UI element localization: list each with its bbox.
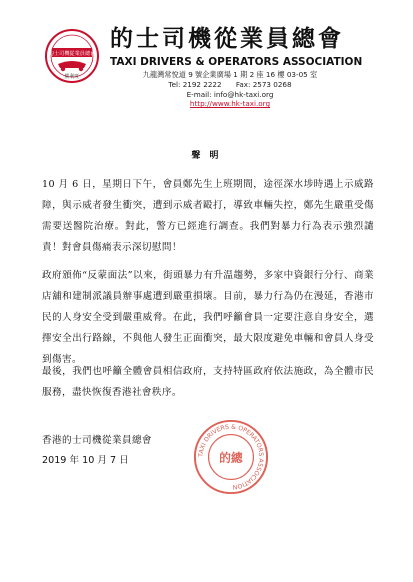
svg-text:TAXI DRIVERS & OPERATORS ASSOC: TAXI DRIVERS & OPERATORS ASSOCIATION (197, 423, 265, 491)
org-address: 九龍灣常悅道 9 號企業廣場 1 期 2 座 16 樓 03-05 室 (142, 70, 318, 79)
svg-text:勝利旺: 勝利旺 (64, 74, 80, 80)
org-name-en: TAXI DRIVERS & OPERATORS ASSOCIATION (110, 56, 363, 68)
fax-number: Fax: 2573 0268 (235, 80, 292, 89)
org-name-zh: 的士司機從業員總會 (110, 25, 344, 52)
statement-paragraph-2: 政府頒佈“反蒙面法”以來，街頭暴力有升温趨勢，多家中資銀行分行、商業店舖和建制派議員辦事處遭到嚴重損壞。目前，暴力行為仍在漫延，香港市民的人身安全受到嚴重威脅。在此，我們呼籲會員一定要注意自身安全，選擇安全出行路線，不與他人發生正面衝突，最大限度避免車輛和會員人身受到傷害。 (42, 270, 374, 365)
document-heading: 聲 明 (191, 151, 222, 161)
contact-phone-fax (120, 80, 340, 89)
tel-number: Tel: 2192 2222 (168, 80, 222, 89)
statement-paragraph-1: 10 月 6 日，星期日下午，會員鄭先生上班期間，途徑深水埗時遇上示威路障，與示威者發生衝突，遭到示威者毆打，導致車輛失控，鄭先生嚴重受傷需要送醫院治療。對此，警方已經進行調查。我們對暴力行為表示強烈譴責！對會員傷痛表示深切慰問！ (42, 179, 374, 253)
association-logo (44, 28, 100, 84)
contact-email[interactable]: E-mail: info@hk-taxi.org (186, 90, 274, 99)
statement-paragraph-3: 最後，我們也呼籲全體會員相信政府，支持特區政府依法施政，為全體市民服務，盡快恢復香港社會秩序。 (42, 366, 374, 398)
website-link[interactable]: http://www.hk-taxi.org (189, 99, 271, 108)
signature-organization: 香港的士司機從業員總會 (42, 435, 152, 446)
association-seal (192, 418, 270, 496)
signature-date: 2019 年 10 月 7 日 (42, 455, 129, 466)
svg-text:的士司機從業員總會: 的士司機從業員總會 (48, 51, 96, 57)
svg-text:的總: 的總 (219, 450, 243, 465)
